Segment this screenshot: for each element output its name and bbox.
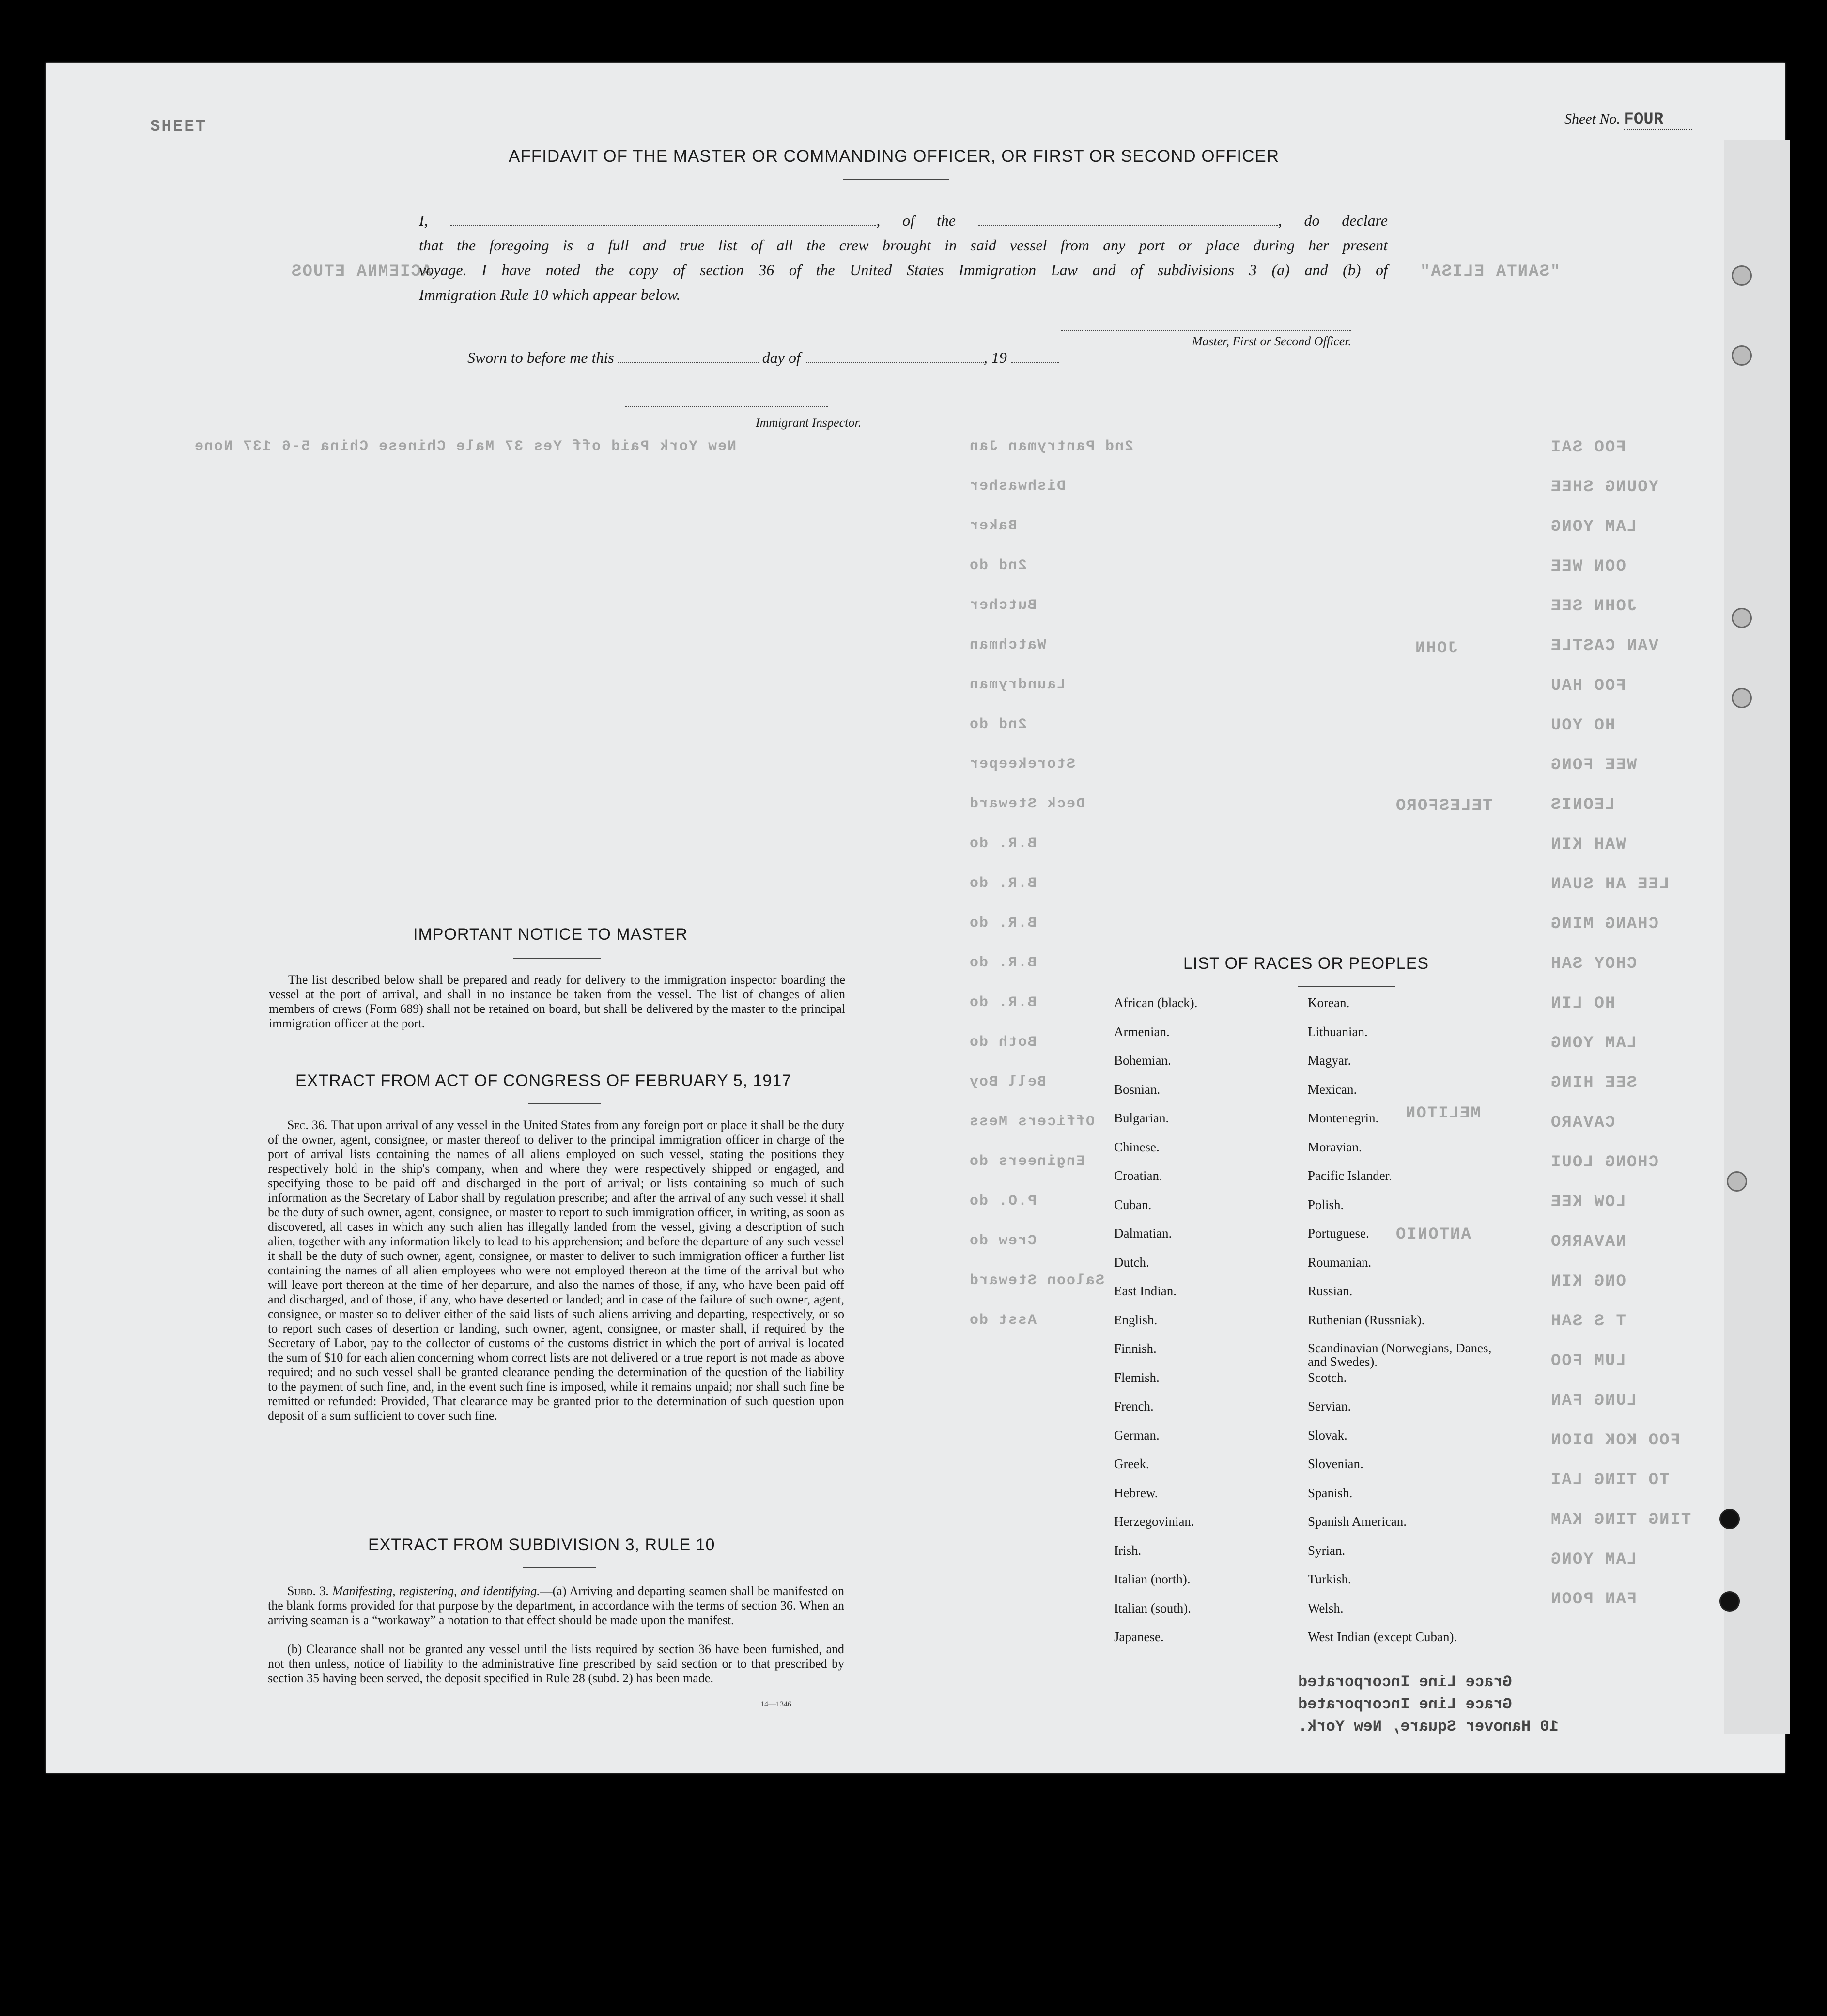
ghost-crew-position: B.R. do [969,955,1037,971]
manifest-sheet [46,63,1785,1773]
ghost-crew-position: Engineers do [969,1153,1085,1170]
ghost-crew-name: LOW KEE [1550,1193,1626,1211]
inspector-caption: Immigrant Inspector. [756,416,862,430]
sheet-number-value: FOUR [1624,110,1692,130]
ghost-crew-position: 2nd do [969,716,1027,733]
race-item: Japanese. [1114,1629,1164,1644]
race-item: Bulgarian. [1114,1111,1169,1125]
race-item: Syrian. [1308,1543,1346,1558]
ghost-crew-name: TO TING LAI [1550,1471,1670,1489]
punch-hole [1719,1509,1740,1529]
affidavit-i: I, [419,212,428,229]
ghost-crew-name: TING TING KAM [1550,1511,1691,1529]
ghost-crew-name: ONG KIN [1550,1272,1626,1291]
act-body: That upon arrival of any vessel in the United States from any foreign port or place it shall be the duty of the owner, agent, consignee, or master thereof to deliver to the principal immigration officer in charge of the port of arrival lists containing the names of all aliens employed on such vessel, stating the positions they respectively hold in the ship's company, when and where they were respectively shipped or engaged, and specifying those to be paid off and discharged in the port of arrival; or lists containing so much of such information as the Secretary of Labor shall by regulation prescribe; and after the arrival of any such vessel it shall be the duty of such owner, agent, consignee, or master to report to such immigration officer, in writing, as soon as discovered, all cases in which any such alien has illegally landed from the vessel, giving a description of such alien, together with any information likely to lead to his apprehension; and before the departure of any such vessel it shall be the duty of such owner, agent, consignee, or master to deliver to such immigration officer a further list containing the names of all alien employees who were not employed thereon at the time of the arrival but who will leave port thereon at the time of her departure, and also the names of those, if any, who have been paid off and discharged, and of those, if any, who have deserted or landed; and in case of the failure of such owner, agent, consignee, or master so to deliver either of the said lists of such aliens arriving and departing, respectively, or so to report such cases of desertion or landing, such owner, agent, consignee, or master shall, if required by the Secretary of Labor, pay to the collector of customs of the customs district in which the port of arrival is located the sum of $10 for each alien concerning whom correct lists are not delivered or a true report is not made as above required; and no such vessel shall be granted clearance pending the determination of the question of the liability to the payment of such fine, and, in the event such fine is imposed, while it remains unpaid; nor shall such fine be remitted or refunded: Provided, That clearance may be granted prior to the determination of such question upon deposit of a sum sufficient to cover such fine. [268,1118,845,1423]
affidavit-title: AFFIDAVIT OF THE MASTER OR COMMANDING OFFICER, OR FIRST OR SECOND OFFICER [509,147,1280,166]
ghost-crew-position: Baker [969,518,1018,534]
affidavit-line-3: voyage. I have noted the copy of section 36 of the United States Immigration Law and of subdivisions 3 (a) and (b) of [419,261,1388,279]
ghost-heading-left: ACIEMNA ETUOS [291,263,432,281]
race-item: Greek. [1114,1457,1149,1471]
race-item: Slovenian. [1308,1457,1363,1471]
races-rule [1298,986,1395,987]
form-code: 14—1346 [760,1700,791,1708]
ghost-crew-position: B.R. do [969,915,1037,931]
punch-hole [1727,1171,1747,1192]
race-item: Lithuanian. [1308,1024,1368,1039]
ghost-crew-name: LUNG FAN [1550,1392,1637,1410]
races-heading: LIST OF RACES OR PEOPLES [1183,954,1429,973]
race-item: West Indian (except Cuban). [1308,1629,1457,1644]
sheet-marker: SHEET [150,118,207,136]
inspector-signature-line [625,406,828,407]
sworn-text: Sworn to before me this [467,349,614,366]
ghost-crew-name: WEE FONG [1550,756,1637,775]
affidavit-of-the: , of the [876,212,956,229]
race-item: Polish. [1308,1197,1344,1212]
rule10-subd-italic: Manifesting, registering, and identifying. [332,1584,540,1598]
sworn-year: , 19 [983,349,1007,366]
ghost-first-name: TELESFORO [1395,797,1493,815]
ghost-crew-name: LEE AH SUAN [1550,875,1670,894]
ghost-crew-position: B.R. do [969,875,1037,892]
race-item: Moravian. [1308,1139,1362,1154]
act-heading: EXTRACT FROM ACT OF CONGRESS OF FEBRUARY 5, 1917 [295,1071,792,1090]
race-item: Russian. [1308,1284,1353,1298]
race-item: Herzegovinian. [1114,1514,1194,1529]
ghost-crew-name: OON WEE [1550,558,1626,576]
ghost-crew-name: CHANG MING [1550,915,1659,933]
day-blank[interactable] [618,362,759,363]
act-rule [528,1103,601,1104]
ghost-crew-name: T S SAH [1550,1312,1626,1331]
affidavit-text [419,208,1388,307]
notice-rule [513,958,601,959]
race-item: German. [1114,1427,1160,1442]
race-item: Italian (north). [1114,1572,1191,1586]
race-item: Croatian. [1114,1168,1162,1183]
ghost-crew-name: SEE HING [1550,1074,1637,1092]
affidavit-line-2: that the foregoing is a full and true list of all the crew brought in said vessel from any port or place during her present [419,236,1388,254]
ghost-ship-name: "SANTA ELISA" [1419,263,1561,281]
sworn-day-of: day of [762,349,801,366]
affidavit-line-4: Immigration Rule 10 which appear below. [419,286,681,303]
notice-text: The list described below shall be prepared and ready for delivery to the immigration inspector boarding the vessel at the port of arrival, and shall in no instance be taken from the vessel. The list of changes of alien members of crews (Form 689) shall not be retained on board, but shall be delivered by the master to the principal immigration officer at the port. [269,973,845,1030]
signature-caption: Master, First or Second Officer. [1061,330,1351,349]
ghost-crew-position: Asst do [969,1312,1037,1329]
rule10-text-b: (b) Clearance shall not be granted any vessel until the lists required by section 36 have been furnished, and not then unless, notice of liability to the administrative fine prescribed by said section or to that prescribed by section 35 having been served, the deposit specified in Rule 28 (subd. 2) has been made. [268,1642,844,1685]
race-item: Dalmatian. [1114,1226,1172,1241]
ghost-crew-position: Officers Mess [969,1114,1095,1130]
race-item: African (black). [1114,995,1198,1010]
ghost-crew-name: LAM YONG [1550,1551,1637,1569]
race-item: Italian (south). [1114,1600,1191,1615]
race-item: Finnish. [1114,1341,1157,1356]
ghost-crew-name: HO YOU [1550,716,1615,735]
race-item: Roumanian. [1308,1255,1372,1270]
race-item: Slovak. [1308,1427,1347,1442]
races-column-2 [1308,995,1502,1659]
ghost-crew-position: 2nd do [969,558,1027,574]
race-item: French. [1114,1399,1154,1413]
ghost-crew-position: Deck Steward [969,796,1085,812]
race-item: Montenegrin. [1308,1111,1379,1125]
ghost-crew-name: YOUNG SHEE [1550,478,1659,496]
ghost-crew-position: B.R. do [969,836,1037,852]
race-item: Scandinavian (Norwegians, Danes, and Swedes). [1308,1341,1492,1369]
underlying-sheet-edge [1724,140,1790,1734]
affidavit-do-declare: , do declare [1278,212,1388,229]
punch-hole [1732,265,1752,286]
year-blank[interactable] [1011,362,1059,363]
punch-hole [1719,1591,1740,1612]
race-item: Welsh. [1308,1600,1344,1615]
sheet-number [1564,110,1692,129]
rule10-heading: EXTRACT FROM SUBDIVISION 3, RULE 10 [368,1535,715,1554]
race-item: Armenian. [1114,1024,1170,1039]
ghost-crew-position: Laundryman [969,677,1066,693]
race-item: Irish. [1114,1543,1142,1558]
race-item: Cuban. [1114,1197,1152,1212]
ghost-crew-name: NAVARRO [1550,1233,1626,1251]
ghost-crew-name: WAH KIN [1550,836,1626,854]
ghost-crew-name: FOO SAI [1550,438,1626,457]
ghost-first-name: ANTONIO [1395,1225,1471,1244]
stamp-line-2: Grace Line Incorporated [1298,1695,1512,1713]
act-text [268,1118,844,1423]
race-item: Turkish. [1308,1572,1351,1586]
act-section-label: Sec. 36. [287,1118,328,1132]
stamp-line-1: Grace Line Incorporated [1298,1673,1512,1691]
stamp-line-3: 10 Hanover Square, New York. [1298,1718,1559,1736]
race-item: Bohemian. [1114,1053,1171,1068]
ghost-first-name: MELITON [1405,1104,1481,1123]
race-item: Korean. [1308,995,1350,1010]
affidavit-line-1 [419,208,1388,233]
ghost-crew-position: 2nd Pantryman Jan [969,438,1134,455]
ghost-crew-name: LAM YONG [1550,1034,1637,1053]
ghost-first-name: JOHN [1414,639,1458,658]
ghost-crew-name: HO LIN [1550,994,1615,1013]
ghost-crew-position: Watchman [969,637,1047,653]
ghost-crew-position: Both do [969,1034,1037,1051]
ghost-crew-position: Saloon Steward [969,1272,1105,1289]
ghost-crew-position: Storekeeper [969,756,1076,773]
ghost-crew-name: JOHN SEE [1550,597,1637,616]
ghost-crew-name: LUM FOO [1550,1352,1626,1370]
ghost-crew-name: CAVARO [1550,1114,1615,1132]
vessel-blank[interactable] [978,225,1278,226]
ghost-crew-name: CHONG LOUI [1550,1153,1659,1172]
name-blank[interactable] [450,225,876,226]
rule10-text [268,1584,844,1628]
ghost-crew-position: Butcher [969,597,1037,614]
race-item: Scotch. [1308,1370,1347,1385]
race-item: English. [1114,1312,1158,1327]
race-item: Bosnian. [1114,1082,1161,1097]
race-item: Pacific Islander. [1308,1168,1392,1183]
punch-hole [1732,345,1752,366]
month-blank[interactable] [805,362,984,363]
grace-line-stamp [1298,1671,1559,1738]
ghost-crew-name: FOO KOK DION [1550,1431,1680,1450]
race-item: Servian. [1308,1399,1351,1413]
ghost-crew-name: FAN POON [1550,1590,1637,1609]
ghost-crew-position: P.O. do [969,1193,1037,1210]
ghost-crew-position: Bell Boy [969,1074,1047,1090]
race-item: Mexican. [1308,1082,1357,1097]
rule10-subd-label: Subd. 3. [287,1584,329,1598]
sheet-number-label: Sheet No. [1564,111,1620,127]
race-item: Chinese. [1114,1139,1160,1154]
race-item: Dutch. [1114,1255,1149,1270]
ghost-crew-name: LEONIS [1550,796,1615,814]
punch-hole [1732,688,1752,708]
rule10-body-a: —(a) Arriving and departing seamen shall be manifested on the blank forms provided for that purpose by the department, in accordance with the terms of section 36. When an arriving seaman is a “workaway” a notation to that effect should be made upon the manifest. [268,1584,844,1627]
race-item: Portuguese. [1308,1226,1369,1241]
race-item: Hebrew. [1114,1485,1158,1500]
ghost-crew-name: VAN CASTLE [1550,637,1659,655]
race-item: Magyar. [1308,1053,1351,1068]
ghost-crew-position: B.R. do [969,994,1037,1011]
notice-heading: IMPORTANT NOTICE TO MASTER [413,925,688,944]
race-item: East Indian. [1114,1284,1177,1298]
race-item: Spanish American. [1308,1514,1407,1529]
ghost-crew-position: Dishwasher [969,478,1066,495]
ghost-crew-name: LAM YONG [1550,518,1637,536]
races-column-1 [1114,995,1197,1659]
race-item: Flemish. [1114,1370,1160,1385]
ghost-crew-name: CHOY SAH [1550,955,1637,973]
ghost-crew-name: FOO HAU [1550,677,1626,695]
race-item: Spanish. [1308,1485,1353,1500]
punch-hole [1732,608,1752,628]
ghost-detail-row: New York Paid off Yes 37 Male Chinese China 5-6 137 None [194,438,737,455]
ghost-crew-position: Crew do [969,1233,1037,1249]
sworn-line [467,349,1059,367]
rule10-rule [523,1567,596,1568]
race-item: Ruthenian (Russniak). [1308,1312,1425,1327]
title-rule [843,179,949,180]
